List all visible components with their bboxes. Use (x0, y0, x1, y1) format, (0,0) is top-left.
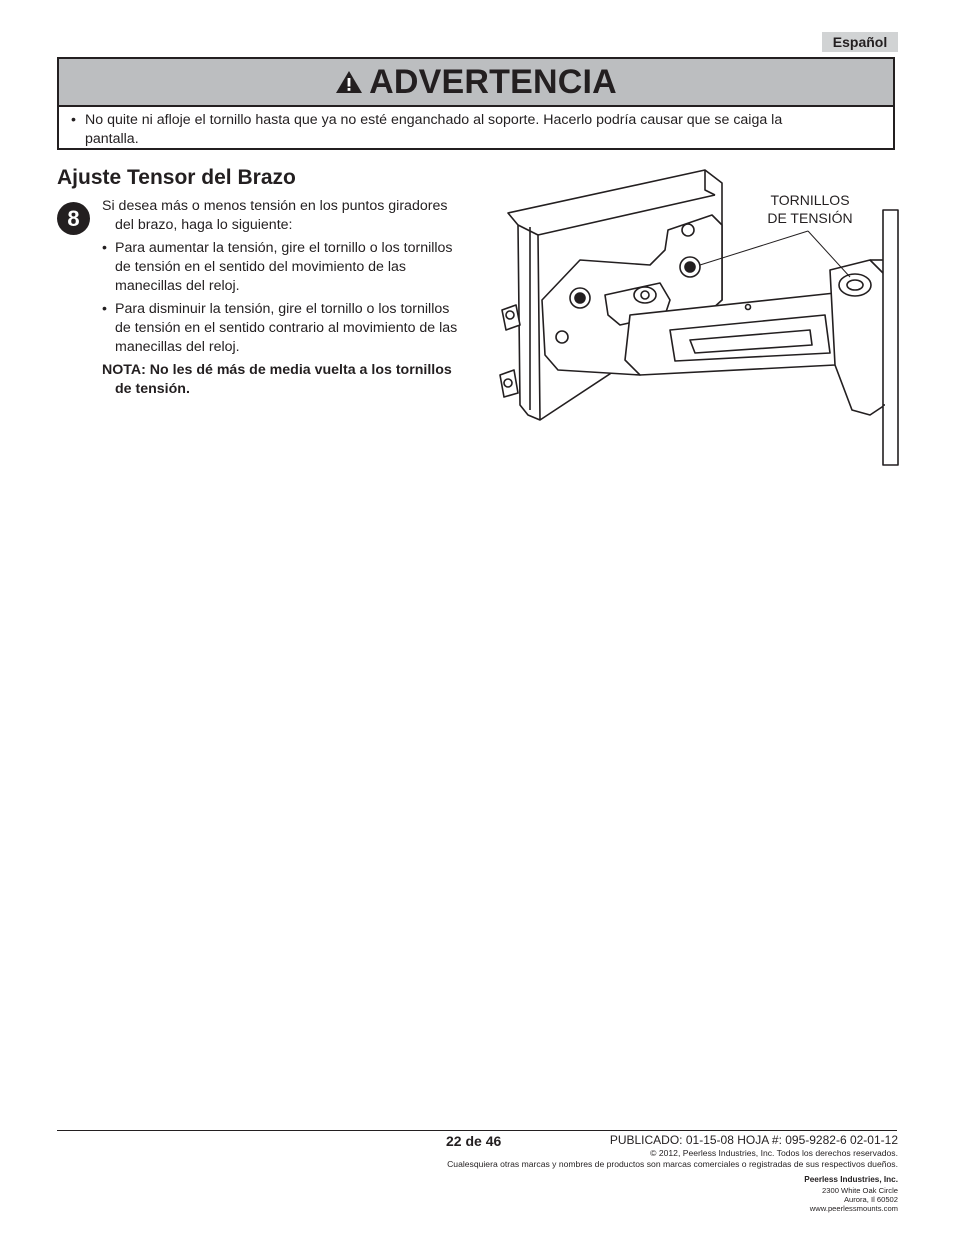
tension-screws-label (760, 191, 860, 227)
warning-header (59, 59, 893, 107)
label-line-1: TORNILLOS (770, 192, 850, 208)
warning-line-1: No quite ni afloje el tornillo hasta que ya no esté enganchado al soporte. Hacerlo podría causar que se caiga la (85, 112, 783, 128)
address-line-1: 2300 White Oak Circle (822, 1186, 898, 1195)
step-intro: Si desea más o menos tensión en los puntos giradores del brazo, haga lo siguiente: (102, 198, 448, 233)
warning-title: ADVERTENCIA (369, 62, 617, 101)
list-item (102, 239, 462, 296)
list-item-text: Para disminuir la tensión, gire el tornillo o los tornillos de tensión en el sentido contrario al movimiento de las manecillas del reloj. (115, 301, 458, 355)
label-line-2: DE TENSIÓN (767, 210, 853, 226)
warning-line-2: pantalla. (85, 131, 139, 147)
tension-screws-illustration (490, 165, 900, 470)
list-item-text: Para aumentar la tensión, gire el tornillo o los tornillos de tensión en el sentido del movimiento de las manecillas del reloj. (115, 240, 453, 294)
copyright-notice: © 2012, Peerless Industries, Inc. Todos los derechos reservados. (650, 1148, 898, 1158)
note-text: NOTA: No les dé más de media vuelta a los tornillos de tensión. (102, 362, 452, 397)
language-tag: Español (822, 32, 898, 52)
step-instructions (102, 197, 462, 399)
warning-bullet: • (71, 112, 76, 128)
step-number-badge: 8 (57, 202, 90, 235)
website: www.peerlessmounts.com (809, 1204, 898, 1213)
address-line-2: Aurora, Il 60502 (843, 1195, 898, 1204)
footer-divider (57, 1130, 897, 1131)
warning-text (59, 107, 893, 149)
warning-box (57, 57, 895, 150)
publication-info: PUBLICADO: 01-15-08 HOJA #: 095-9282-6 02-01-12 (609, 1133, 898, 1147)
bullet-dot: • (102, 301, 107, 317)
trademark-notice: Cualesquiera otras marcas y nombres de productos son marcas comerciales o registradas de sus respectivos dueños. (447, 1159, 898, 1169)
section-title: Ajuste Tensor del Brazo (57, 166, 296, 189)
warning-triangle-icon (335, 70, 363, 94)
page-number: 22 de 46 (446, 1133, 502, 1149)
list-item (102, 300, 462, 357)
company-name: Peerless Industries, Inc. (804, 1175, 898, 1184)
bullet-dot: • (102, 240, 107, 256)
